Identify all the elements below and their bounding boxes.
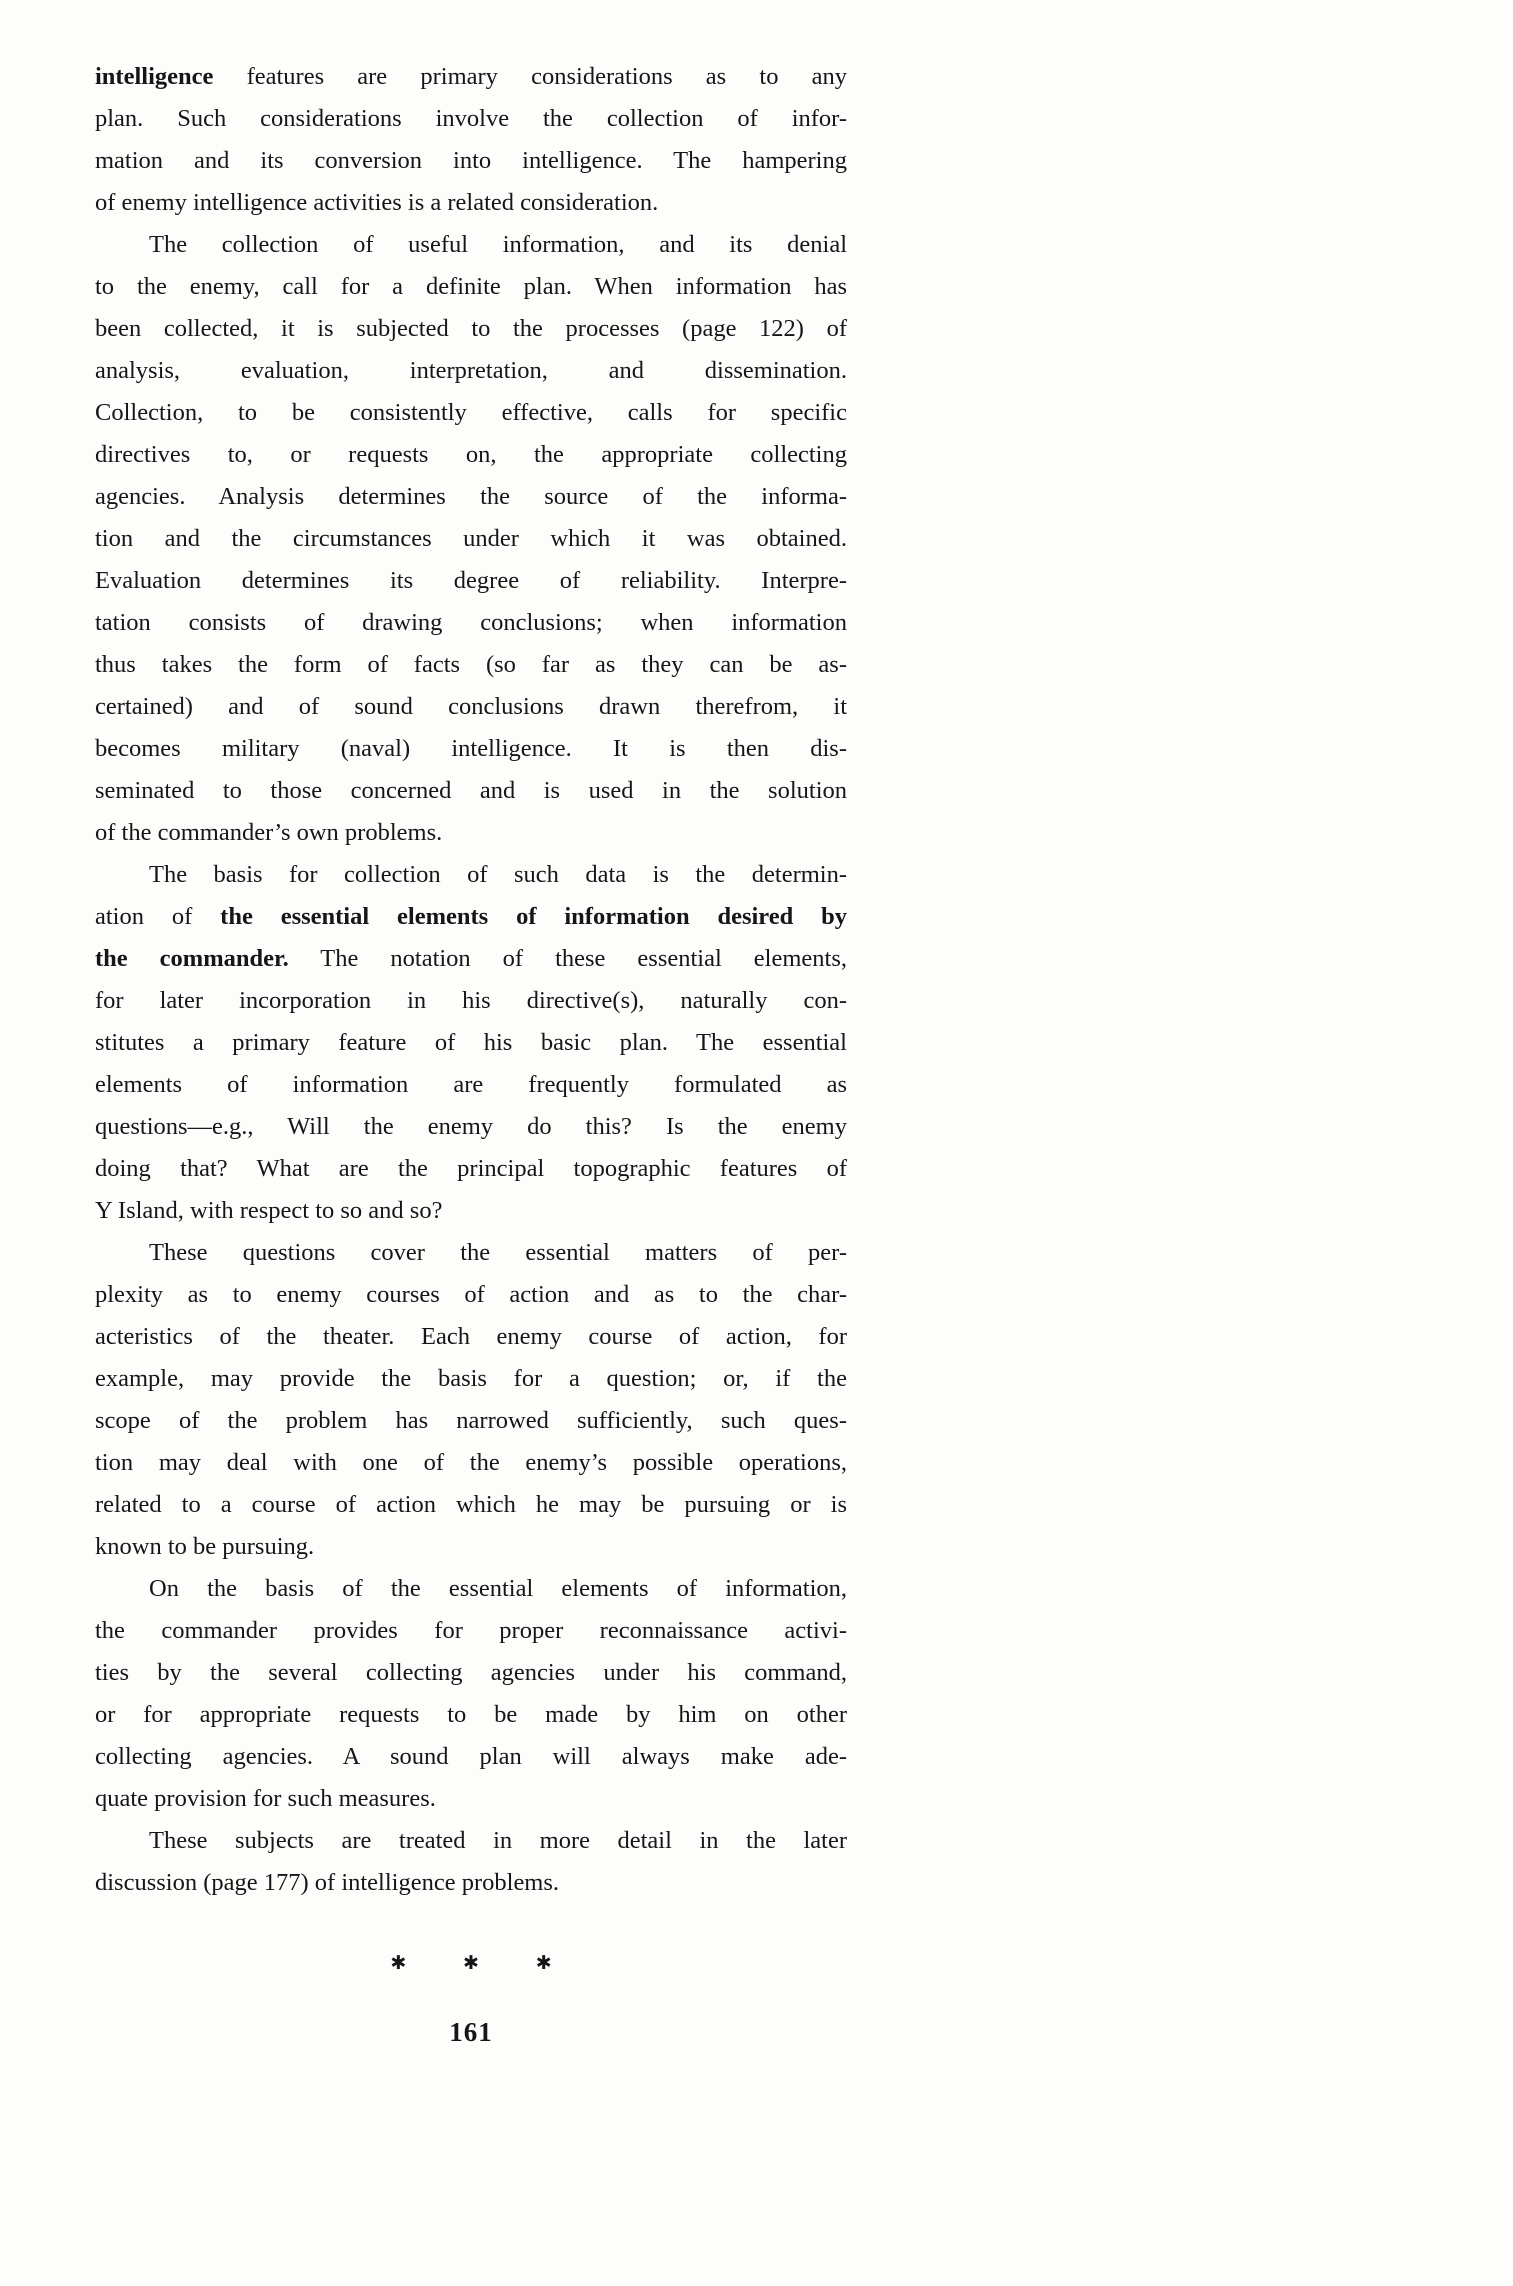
text-segment: quate provision for such measures. (95, 1785, 436, 1812)
text-line (95, 1274, 847, 1316)
text-segment: becomes military (naval) intelligence. It is then dis- (95, 735, 847, 762)
text-segment: of enemy intelligence activities is a related consideration. (95, 189, 659, 216)
text-line (95, 938, 847, 980)
text-line (95, 1106, 847, 1148)
paragraph (95, 224, 847, 854)
body-text (95, 56, 847, 1904)
text-line (95, 1862, 847, 1904)
text-line (95, 1652, 847, 1694)
text-line (95, 896, 847, 938)
text-line (95, 182, 847, 224)
text-line (95, 56, 847, 98)
text-segment: tion and the circumstances under which it was obtained. (95, 525, 847, 552)
bold-text: the commander. (95, 945, 289, 972)
text-line (95, 1526, 847, 1568)
text-segment: ation of (95, 903, 221, 930)
text-line (95, 1610, 847, 1652)
text-line (95, 812, 847, 854)
text-segment: Evaluation determines its degree of reliability. Interpre- (95, 567, 847, 594)
text-line (95, 1400, 847, 1442)
text-segment: or for appropriate requests to be made by him on other (95, 1701, 847, 1728)
text-line (95, 1484, 847, 1526)
text-line (95, 1694, 847, 1736)
text-line (95, 854, 847, 896)
text-line (95, 1358, 847, 1400)
text-segment: to the enemy, call for a definite plan. When information has (95, 273, 847, 300)
text-segment: analysis, evaluation, interpretation, and dissemination. (95, 357, 847, 384)
text-segment: Y Island, with respect to so and so? (95, 1197, 443, 1224)
bold-text: intelligence (95, 63, 214, 90)
text-segment: These questions cover the essential matters of per- (149, 1239, 847, 1266)
text-line (95, 602, 847, 644)
text-line (95, 1316, 847, 1358)
text-segment: collecting agencies. A sound plan will always make ade- (95, 1743, 847, 1770)
text-segment: of the commander’s own problems. (95, 819, 443, 846)
text-segment: the commander provides for proper reconnaissance activi- (95, 1617, 847, 1644)
text-segment: plexity as to enemy courses of action and as to the char- (95, 1281, 847, 1308)
text-line (95, 980, 847, 1022)
text-segment: Collection, to be consistently effective, calls for specific (95, 399, 847, 426)
text-segment: The collection of useful information, and its denial (149, 231, 847, 258)
text-line (95, 770, 847, 812)
text-line (95, 266, 847, 308)
text-line (95, 1736, 847, 1778)
text-segment: features are primary considerations as to any (213, 63, 847, 90)
text-segment: acteristics of the theater. Each enemy course of action, for (95, 1323, 847, 1350)
text-line (95, 1820, 847, 1862)
text-line (95, 1442, 847, 1484)
text-segment: seminated to those concerned and is used in the solution (95, 777, 847, 804)
text-column (95, 56, 847, 2048)
text-segment: certained) and of sound conclusions drawn therefrom, it (95, 693, 847, 720)
text-line (95, 98, 847, 140)
bold-text: the essential elements of information desired by (220, 903, 847, 930)
text-line (95, 224, 847, 266)
text-segment: related to a course of action which he may be pursuing or is (95, 1491, 847, 1518)
text-segment: On the basis of the essential elements of information, (149, 1575, 847, 1602)
page-number: 161 (449, 2017, 493, 2047)
text-line (95, 1190, 847, 1232)
paragraph (95, 1232, 847, 1568)
text-line (95, 350, 847, 392)
text-segment: been collected, it is subjected to the processes (page 122) of (95, 315, 847, 342)
text-line (95, 1568, 847, 1610)
text-line (95, 1778, 847, 1820)
text-line (95, 1064, 847, 1106)
text-segment: agencies. Analysis determines the source of the informa- (95, 483, 847, 510)
text-line (95, 476, 847, 518)
text-segment: mation and its conversion into intelligence. The hampering (95, 147, 847, 174)
text-segment: discussion (page 177) of intelligence problems. (95, 1869, 560, 1896)
text-segment: tation consists of drawing conclusions; when information (95, 609, 847, 636)
text-line (95, 140, 847, 182)
paragraph (95, 854, 847, 1232)
text-segment: doing that? What are the principal topographic features of (95, 1155, 847, 1182)
text-line (95, 728, 847, 770)
text-segment: questions—e.g., Will the enemy do this? Is the enemy (95, 1113, 847, 1140)
asterisk-icon: ✱ (463, 1953, 479, 1974)
text-segment: plan. Such considerations involve the collection of infor- (95, 105, 847, 132)
text-line (95, 1148, 847, 1190)
text-segment: thus takes the form of facts (so far as they can be as- (95, 651, 847, 678)
text-line (95, 686, 847, 728)
text-line (95, 560, 847, 602)
text-segment: ties by the several collecting agencies under his command, (95, 1659, 847, 1686)
text-segment: The basis for collection of such data is the determin- (149, 861, 847, 888)
paragraph (95, 1568, 847, 1820)
text-line (95, 644, 847, 686)
asterisk-icon: ✱ (390, 1953, 407, 1974)
section-break (95, 1952, 847, 1975)
text-segment: known to be pursuing. (95, 1533, 315, 1560)
text-segment: These subjects are treated in more detail in the later (149, 1827, 847, 1854)
text-segment: The notation of these essential elements, (288, 945, 847, 972)
paragraph (95, 1820, 847, 1904)
text-line (95, 1232, 847, 1274)
text-segment: scope of the problem has narrowed sufficiently, such ques- (95, 1407, 847, 1434)
text-line (95, 1022, 847, 1064)
text-line (95, 308, 847, 350)
text-line (95, 434, 847, 476)
text-segment: directives to, or requests on, the appropriate collecting (95, 441, 847, 468)
text-segment: example, may provide the basis for a question; or, if the (95, 1365, 847, 1392)
text-segment: tion may deal with one of the enemy’s possible operations, (95, 1449, 847, 1476)
text-segment: stitutes a primary feature of his basic plan. The essential (95, 1029, 847, 1056)
asterisk-icon: ✱ (535, 1953, 552, 1974)
text-segment: for later incorporation in his directive(s), naturally con- (95, 987, 847, 1014)
paragraph (95, 56, 847, 224)
text-line (95, 392, 847, 434)
text-line (95, 518, 847, 560)
text-segment: elements of information are frequently formulated as (95, 1071, 847, 1098)
